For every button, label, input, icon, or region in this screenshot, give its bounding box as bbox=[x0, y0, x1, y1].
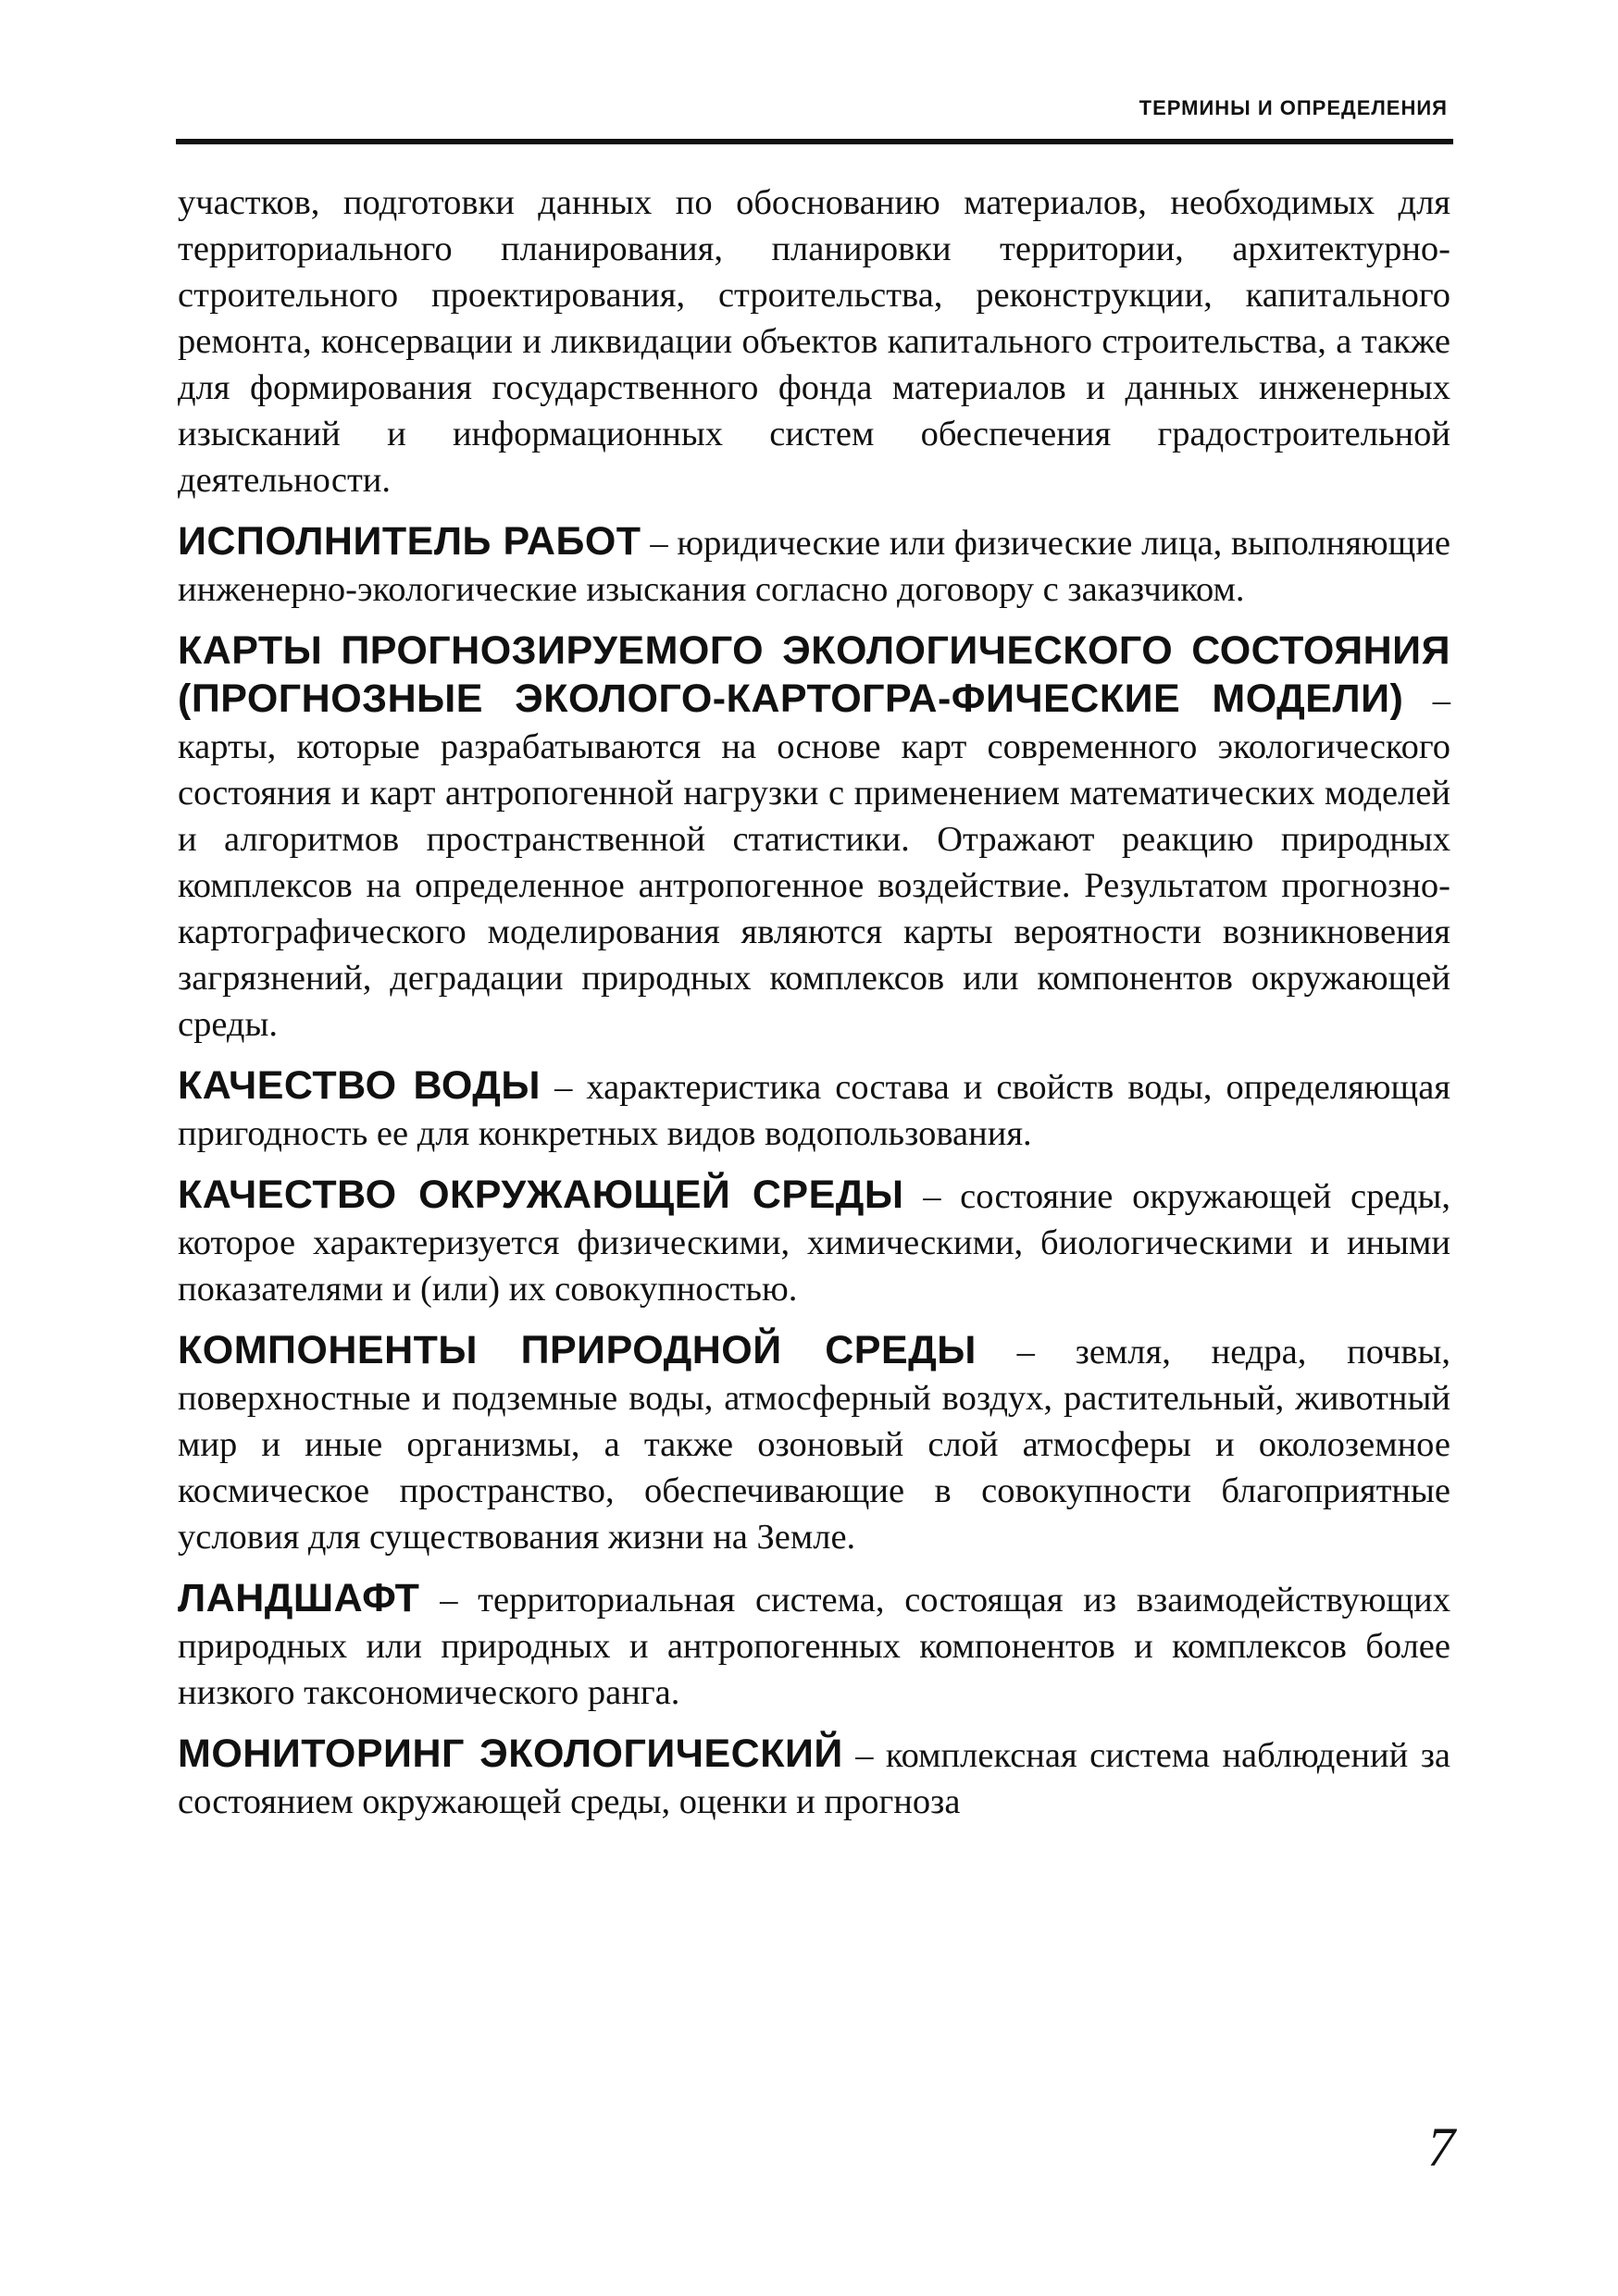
term-entry bbox=[178, 1172, 1450, 1312]
term-heading: ЛАНДШАФТ bbox=[178, 1576, 420, 1620]
running-header-title: ТЕРМИНЫ И ОПРЕДЕЛЕНИЯ bbox=[1139, 96, 1448, 119]
term-definition: – юридические или физические лица, выполняющие инженерно-экологические изыскания согласно договору с заказчиком. bbox=[178, 524, 1451, 609]
term-heading: КАРТЫ ПРОГНОЗИРУЕМОГО ЭКОЛОГИЧЕСКОГО СОСТОЯНИЯ (ПРОГНОЗНЫЕ ЭКОЛОГО-КАРТОГРА-ФИЧЕСКИЕ МОДЕЛИ) bbox=[178, 628, 1450, 721]
term-definition: – земля, недра, почвы, поверхностные и подземные воды, атмосферный воздух, растительный, животный мир и иные организмы, а также озоновый слой атмосферы и околоземное космическое пространство, обеспечивающие в совокупности благоприятные условия для существования жизни на Земле. bbox=[178, 1333, 1450, 1557]
page-body bbox=[178, 180, 1450, 1825]
term-entry bbox=[178, 1731, 1450, 1825]
term-entry bbox=[178, 1327, 1450, 1560]
term-entry bbox=[178, 1062, 1450, 1157]
page-header bbox=[176, 93, 1453, 144]
term-heading: КОМПОНЕНТЫ ПРИРОДНОЙ СРЕДЫ bbox=[178, 1328, 977, 1372]
intro-paragraph: участков, подготовки данных по обоснованию материалов, необходимых для территориального планирования, планировки территории, архитектурно-строительного проектирования, строительства, реконструкции, капитального ремонта, консервации и ликвидации объектов капитального строительства, а также для формирования государственного фонда материалов и данных инженерных изысканий и информационных систем обеспечения градостроительной деятельности. bbox=[178, 183, 1450, 500]
term-heading: МОНИТОРИНГ ЭКОЛОГИЧЕСКИЙ bbox=[178, 1731, 843, 1776]
term-definition: – территориальная система, состоящая из взаимодействующих природных или природных и антропогенных компонентов и комплексов более низкого таксономического ранга. bbox=[178, 1581, 1451, 1712]
term-entry bbox=[178, 518, 1450, 613]
term-definition: – комплексная система наблюдений за состоянием окружающей среды, оценки и прогноза bbox=[178, 1736, 1451, 1821]
term-definition: – характеристика состава и свойств воды, определяющая пригодность ее для конкретных видов водопользования. bbox=[178, 1068, 1451, 1153]
term-entry bbox=[178, 627, 1450, 1048]
page-number: 7 bbox=[1427, 2116, 1455, 2178]
term-entry bbox=[178, 1575, 1450, 1716]
term-heading: КАЧЕСТВО ОКРУЖАЮЩЕЙ СРЕДЫ bbox=[178, 1173, 904, 1217]
term-heading: КАЧЕСТВО ВОДЫ bbox=[178, 1063, 541, 1108]
term-heading: ИСПОЛНИТЕЛЬ РАБОТ bbox=[178, 519, 641, 564]
term-definition: – карты, которые разрабатываются на основе карт современного экологического состояния и карт антропогенной нагрузки с применением математических моделей и алгоритмов пространственной статистики. Отражают реакцию природных комплексов на определенное антропогенное воздействие. Результатом прогнозно-картографического моделирования являются карты вероятности возникновения загрязнений, деградации природных комплексов или компонентов окружающей среды. bbox=[178, 681, 1450, 1044]
term-definition: – состояние окружающей среды, которое характеризуется физическими, химическими, биологическими и иными показателями и (или) их совокупностью. bbox=[178, 1177, 1451, 1309]
